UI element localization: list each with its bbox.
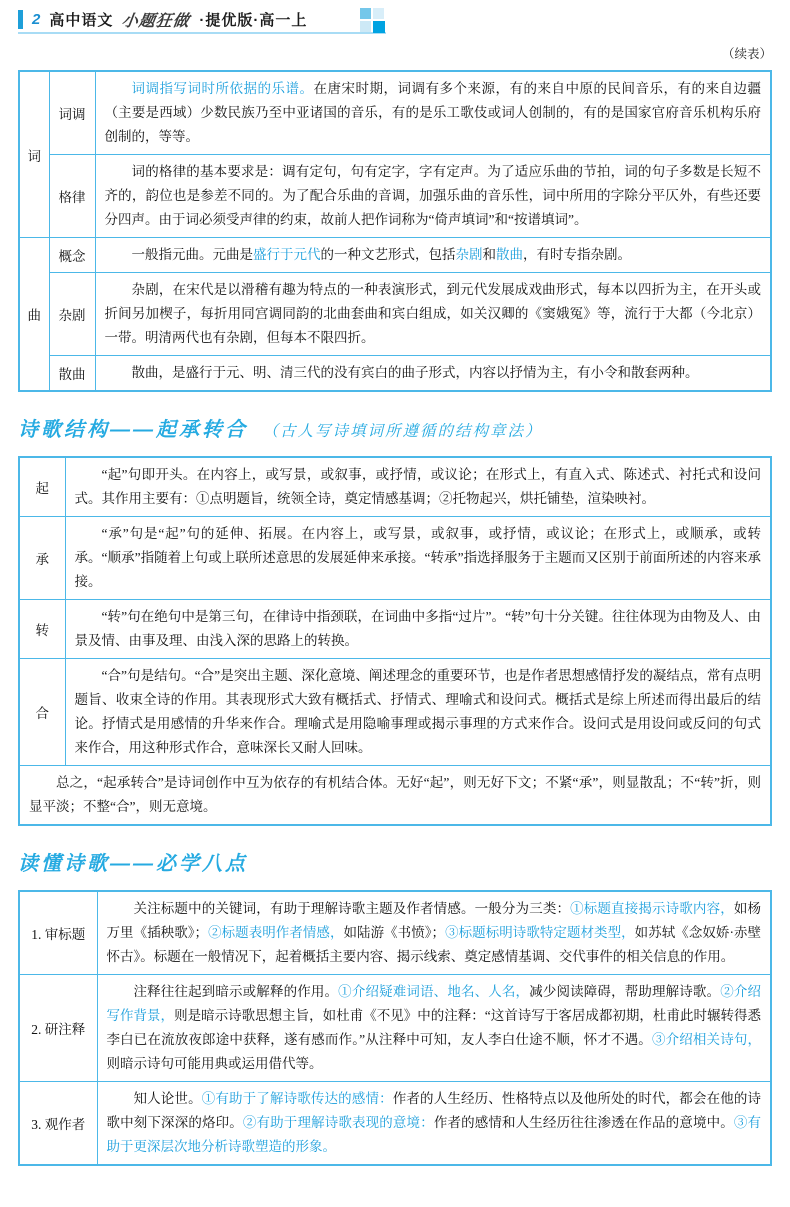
book-subject: 高中语文 — [49, 12, 114, 29]
table-row — [19, 356, 771, 392]
row-label: 杂剧 — [49, 273, 95, 356]
row-content: 词的格律的基本要求是：调有定句，句有定字，字有定声。为了适应乐曲的节拍，词的句子多数是长短不齐的，韵位也是参差不同的。为了配合乐曲的音调，加强乐曲的音乐性，词中所用的字除分平仄外，有些还要分四声。由于词必须受声律的约束，故前人把作词称为“倚声填词”和“按谱填词”。 — [104, 164, 761, 227]
group-label-qu: 曲 — [19, 238, 49, 392]
row-label: 2. 研注释 — [19, 975, 97, 1082]
row-content: 关注标题中的关键词，有助于理解诗歌主题及作者情感。一般分为三类：①标题直接揭示诗歌内容，如杨万里《插秧歌》；②标题表明作者情感，如陆游《书愤》；③标题标明诗歌特定题材类型，如苏轼《念奴娇·赤壁怀古》。标题在一般情况下，起着概括主要内容、揭示线索、奠定感情基调、交代事件的相关信息的作用。 — [106, 901, 762, 964]
section-heading-reading — [18, 847, 772, 876]
table-row — [19, 975, 771, 1082]
row-label: 词调 — [49, 71, 95, 155]
row-content: “承”句是“起”句的延伸、拓展。在内容上，或写景，或叙事，或抒情，或议论；在形式上，或顺承，或转承。“顺承”指随着上句或上联所述意思的发展延伸来承接。“转承”指选择服务于主题而又区别于前面所述的内容来承接。 — [74, 526, 761, 589]
group-label-ci: 词 — [19, 71, 49, 238]
row-label: 散曲 — [49, 356, 95, 392]
row-content: 词调指写词时所依据的乐谱。在唐宋时期，词调有多个来源，有的来自中原的民间音乐，有的来自边疆（主要是西域）少数民族乃至中亚诸国的音乐，有的是乐工歌伎或词人创制的，有的是国家官府音乐机构乐府创制的，等等。 — [104, 81, 761, 144]
table-row — [19, 457, 771, 517]
page-header — [18, 8, 772, 34]
section-title: 读懂诗歌——必学八点 — [18, 853, 248, 875]
row-label: 概念 — [49, 238, 95, 273]
row-content: “起”句即开头。在内容上，或写景，或叙事，或抒情，或议论；在形式上，有直入式、陈述式、衬托式和设问式。其作用主要有：①点明题旨，统领全诗，奠定情感基调；②托物起兴，烘托铺垫，渲染映衬。 — [74, 467, 761, 506]
row-label: 3. 观作者 — [19, 1082, 97, 1166]
row-label: 合 — [19, 659, 65, 766]
row-label: 1. 审标题 — [19, 891, 97, 975]
page-number: 2 — [32, 11, 41, 28]
table-row — [19, 71, 771, 155]
corner-squares-icon — [360, 6, 385, 31]
brand-logo: 小题狂做 — [120, 13, 192, 30]
table-row — [19, 273, 771, 356]
table-summary-row — [19, 766, 771, 826]
continued-note: （续表） — [721, 47, 772, 61]
header-rule — [18, 32, 386, 34]
section-title: 诗歌结构——起承转合 — [18, 419, 248, 441]
summary-content: 总之，“起承转合”是诗词创作中互为依存的有机结合体。无好“起”，则无好下文；不紧“承”，则显散乱；不“转”折，则显平淡；不整“合”，则无意境。 — [29, 775, 761, 814]
table-row — [19, 600, 771, 659]
table-row — [19, 155, 771, 238]
book-edition: ·提优版·高一上 — [199, 12, 308, 29]
table-row — [19, 517, 771, 600]
section-subtitle: （古人写诗填词所遵循的结构章法） — [262, 423, 543, 440]
section-heading-structure — [18, 413, 772, 442]
row-content: “转”句在绝句中是第三句，在律诗中指颈联，在词曲中多指“过片”。“转”句十分关键。往往体现为由物及人、由景及情、由事及理、由浅入深的思路上的转换。 — [74, 609, 761, 648]
row-content: 注释往往起到暗示或解释的作用。①介绍疑难词语、地名、人名，减少阅读障碍，帮助理解诗歌。②介绍写作背景，则是暗示诗歌思想主旨，如杜甫《不见》中的注释：“这首诗写于客居成都初期，杜甫此时辗转得悉李白已在流放夜郎途中获释，遂有感而作。”从注释中可知，友人李白仕途不顺，怀才不遇。③介绍相关诗句，则暗示诗句可能用典或运用借代等。 — [106, 984, 762, 1071]
table-row — [19, 659, 771, 766]
row-content: “合”句是结句。“合”是突出主题、深化意境、阐述理念的重要环节，也是作者思想感情抒发的凝结点，常有点明题旨、收束全诗的作用。其表现形式大致有概括式、抒情式、理喻式和设问式。概括式是综上所述而得出最后的结论。抒情式是用感情的升华来作合。理喻式是用隐喻事理或揭示事理的方式来作合。设问式是用设问或反问的句式来作合，用这种形式作合，意味深长又耐人回味。 — [74, 668, 761, 755]
genre-table — [18, 70, 772, 392]
reading-table — [18, 890, 772, 1166]
row-content: 一般指元曲。元曲是盛行于元代的一种文艺形式，包括杂剧和散曲，有时专指杂剧。 — [131, 247, 631, 262]
table-row — [19, 1082, 771, 1166]
table-row — [19, 238, 771, 273]
structure-table — [18, 456, 772, 826]
table-row — [19, 891, 771, 975]
row-label: 承 — [19, 517, 65, 600]
row-content: 散曲，是盛行于元、明、清三代的没有宾白的曲子形式，内容以抒情为主，有小令和散套两种。 — [131, 365, 699, 380]
row-label: 转 — [19, 600, 65, 659]
row-label: 格律 — [49, 155, 95, 238]
row-content: 杂剧，在宋代是以滑稽有趣为特点的一种表演形式，到元代发展成戏曲形式，每本以四折为主，在开头或折间另加楔子，每折用同宫调同韵的北曲套曲和宾白组成，如关汉卿的《窦娥冤》等，流行于大都（今北京）一带。明清两代也有杂剧，但每本不限四折。 — [104, 282, 761, 345]
row-label: 起 — [19, 457, 65, 517]
page-number-bar — [18, 10, 23, 29]
row-content: 知人论世。①有助于了解诗歌传达的感情：作者的人生经历、性格特点以及他所处的时代，都会在他的诗歌中刻下深深的烙印。②有助于理解诗歌表现的意境：作者的感情和人生经历往往渗透在作品的意境中。③有助于更深层次地分析诗歌塑造的形象。 — [106, 1091, 762, 1154]
